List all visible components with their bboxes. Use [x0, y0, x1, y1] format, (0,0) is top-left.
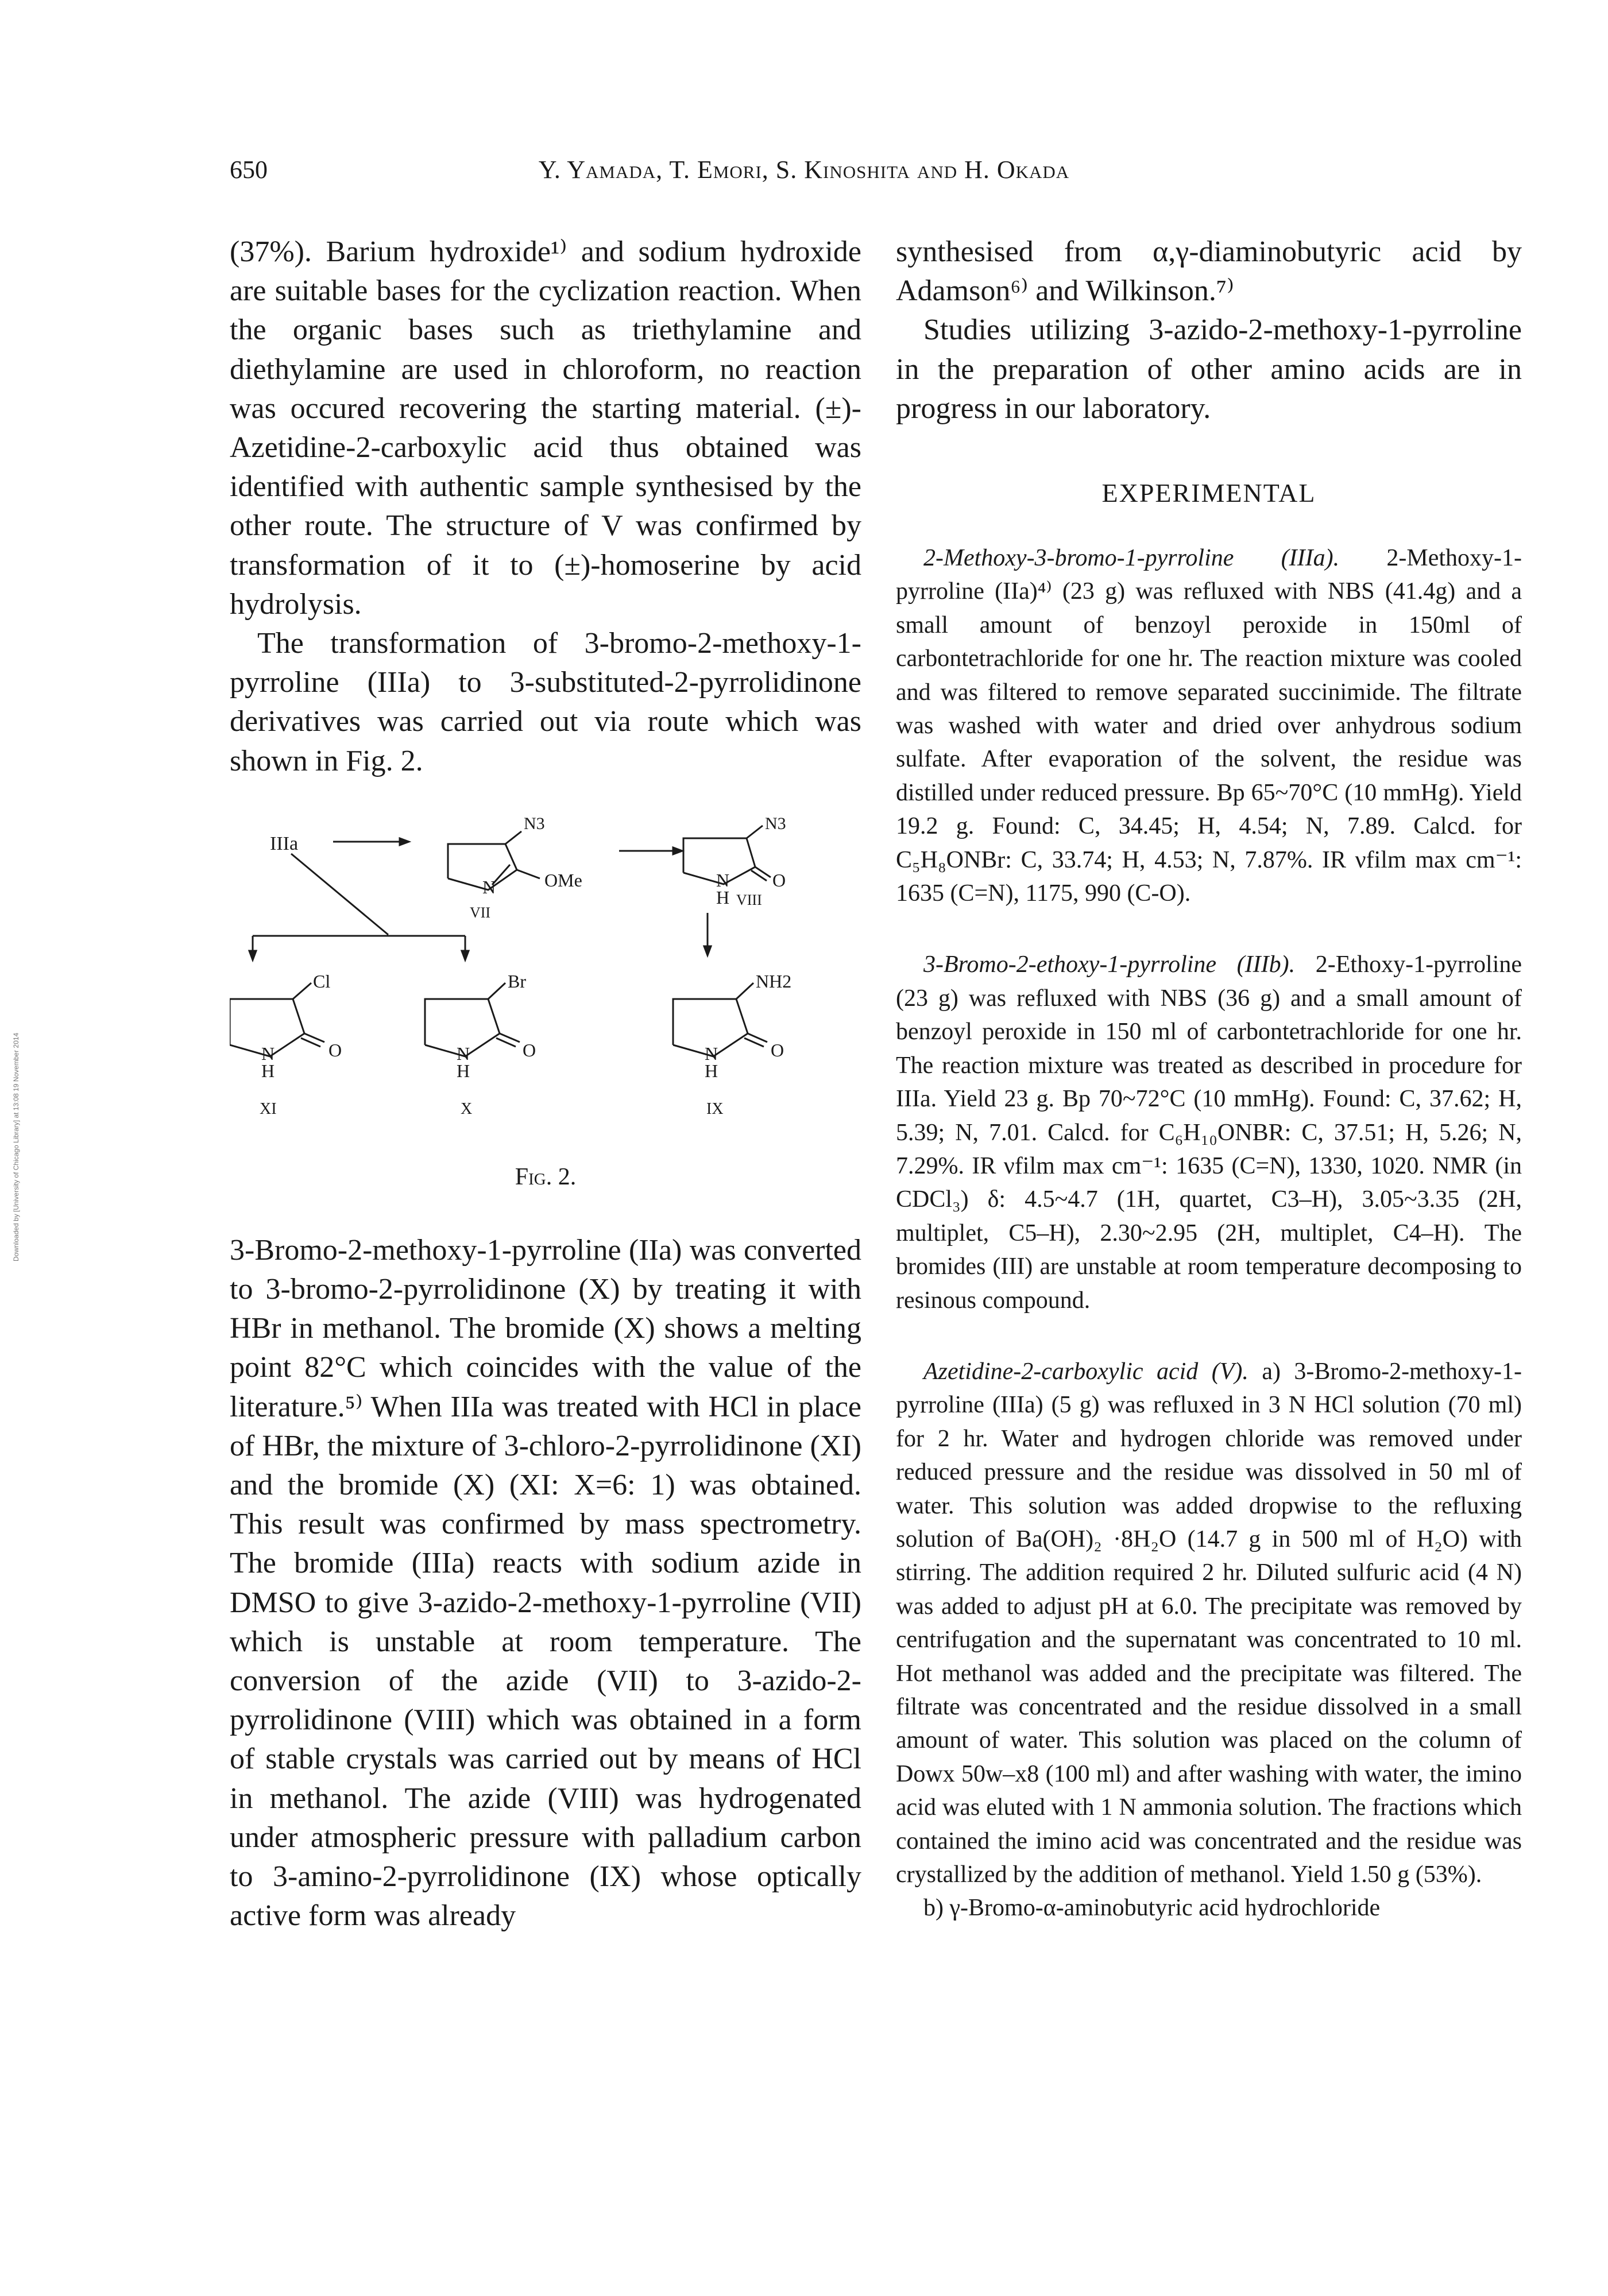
label-ome: OMe: [544, 869, 582, 890]
experimental-3: [896, 1355, 1522, 1892]
label-n3-viii: N3: [765, 815, 786, 833]
figure-2-scheme: [230, 815, 861, 1154]
arrowhead-to-vii: [400, 838, 409, 845]
label-ix: IX: [706, 1099, 724, 1118]
experimental-1: [896, 541, 1522, 910]
label-n-ix: N: [705, 1043, 718, 1064]
compound-ix-ring: [673, 983, 767, 1056]
running-head: Y. Yamada, T. Emori, S. Kinoshita and H. Okada: [538, 156, 1070, 184]
label-n-x: N: [457, 1043, 470, 1064]
experimental-2: [896, 948, 1522, 1317]
page-number: 650: [230, 156, 268, 184]
label-viii: VIII: [736, 891, 762, 908]
download-note: Downloaded by [University of Chicago Library] at 13:08 19 November 2014: [12, 1032, 20, 1261]
label-o-x: O: [523, 1039, 536, 1060]
right-paragraph-2: Studies utilizing 3-azido-2-methoxy-1-pyrroline in the preparation of other amino acids are in progress in our laboratory.: [896, 313, 1522, 425]
label-h-xi: H: [261, 1060, 275, 1081]
compound-xi-ring: [230, 983, 324, 1056]
arrowhead-to-xi: [249, 951, 256, 960]
section-title-experimental: EXPERIMENTAL: [1101, 478, 1316, 508]
left-paragraph-1: (37%). Barium hydroxide¹⁾ and sodium hydroxide are suitable bases for the cyclization reaction. When the organic bases such as triethylamine and diethylamine are used in chloroform, no reaction was occured recovering the starting material. (±)-Azetidine-2-carboxylic acid thus obtained was identified with authentic sample synthesised by the other route. The structure of V was confirmed by transformation of it to (±)-homoserine by acid hydrolysis.: [230, 235, 861, 621]
download-watermark: [5, 1010, 28, 1275]
compound-x-ring: [425, 983, 520, 1056]
label-h-ix: H: [705, 1060, 718, 1081]
label-o-xi: O: [328, 1039, 342, 1060]
label-br: Br: [508, 970, 526, 992]
label-x: X: [461, 1099, 473, 1118]
label-iiia: IIIa: [270, 833, 299, 854]
label-h-viii: H: [716, 886, 730, 908]
right-column: [896, 233, 1522, 1925]
label-h-x: H: [457, 1060, 470, 1081]
page-header: [230, 155, 1378, 189]
experimental-2-title: 3-Bromo-2-ethoxy-1-pyrroline (IIIb).: [923, 951, 1296, 978]
label-xi: XI: [260, 1099, 277, 1118]
label-n-viii: N: [716, 869, 730, 890]
left-paragraph-2: The transformation of 3-bromo-2-methoxy-1-pyrroline (IIIa) to 3-substituted-2-pyrrolidinone derivatives was carried out via route which was shown in Fig. 2.: [230, 627, 861, 777]
experimental-3-title: Azetidine-2-carboxylic acid (V).: [923, 1358, 1248, 1385]
arrowhead-to-ix: [704, 946, 711, 955]
label-nh2: NH2: [756, 970, 792, 992]
experimental-3b: b) γ-Bromo-α-aminobutyric acid hydrochloride: [923, 1895, 1381, 1922]
right-paragraph-1: synthesised from α,γ-diaminobutyric acid by Adamson⁶⁾ and Wilkinson.⁷⁾: [896, 235, 1522, 308]
label-o-viii: O: [772, 869, 786, 890]
label-n3-vii: N3: [524, 815, 545, 833]
label-n-vii: N: [482, 876, 496, 897]
label-vii: VII: [470, 904, 491, 921]
figure-caption: Fig. 2.: [515, 1163, 577, 1190]
experimental-1-body: 2-Methoxy-1-pyrroline (IIa)⁴⁾ (23 g) was refluxed with NBS (41.4g) and a small amount of benzoyl peroxide in 150ml of carbontetrachloride for one hr. The reaction mixture was cooled and was filtered to remove separated succinimide. The filtrate was washed with water and dried over anhydrous sodium sulfate. After evaporation of the solvent, the residue was distilled under reduced pressure. Bp 65~70°C (10 mmHg). Yield 19.2 g. Found: C, 34.45; H, 4.54; N, 7.89. Calcd. for C₅H₈ONBr: C, 33.74; H, 4.53; N, 7.87%. IR νfilm max cm⁻¹: 1635 (C=N), 1175, 990 (C-O).: [896, 545, 1522, 907]
arrowhead-to-x: [462, 951, 469, 960]
diagonal-line: [291, 854, 388, 935]
reaction-scheme: [230, 815, 861, 1154]
arrowhead-to-viii: [673, 847, 682, 854]
label-o-ix: O: [771, 1039, 784, 1060]
experimental-2-body: 2-Ethoxy-1-pyrroline (23 g) was refluxed with NBS (36 g) and a small amount of benzoyl peroxide in 150 ml of carbontetrachloride for one hr. The reaction mixture was treated as described in procedure for IIIa. Yield 23 g. Bp 70~72°C (10 mmHg). Found: C, 37.62; H, 5.39; N, 7.01. Calcd. for C₆H₁₀ONBR: C, 37.51; H, 5.26; N, 7.29%. IR νfilm max cm⁻¹: 1635 (C=N), 1330, 1020. NMR (in CDCl₃) δ: 4.5~4.7 (1H, quartet, C3–H), 3.05~3.35 (2H, multiplet, C5–H), 2.30~2.95 (2H, multiplet, C4–H). The bromides (III) are unstable at room temperature decomposing to resinous compound.: [896, 951, 1522, 1314]
label-n-xi: N: [261, 1043, 275, 1064]
label-cl: Cl: [313, 970, 331, 992]
left-column: [230, 233, 861, 1936]
experimental-1-title: 2-Methoxy-3-bromo-1-pyrroline (IIIa).: [923, 545, 1340, 572]
experimental-3-body: a) 3-Bromo-2-methoxy-1-pyrroline (IIIa) (5 g) was refluxed in 3 N HCl solution (70 ml) for 2 hr. Water and hydrogen chloride was removed under reduced pressure and the residue was dissolved in 50 ml of water. This solution was added dropwise to the refluxing solution of Ba(OH)₂ ·8H₂O (14.7 g in 500 ml of H₂O) with stirring. The addition required 2 hr. Diluted sulfuric acid (4 N) was added to adjust pH at 6.0. The precipitate was removed by centrifugation and the supernatant was concentrated to 10 ml. Hot methanol was added and the precipitate was filtered. The filtrate was concentrated and the residue dissolved in a small amount of water. This solution was placed on the column of Dowx 50w–x8 (100 ml) and after washing with water, the imino acid was eluted with 1 N ammonia solution. The fractions which contained the imino acid was concentrated and the residue was crystallized by the addition of methanol. Yield 1.50 g (53%).: [896, 1358, 1522, 1888]
left-paragraph-3: 3-Bromo-2-methoxy-1-pyrroline (IIa) was converted to 3-bromo-2-pyrrolidinone (X) by treating it with HBr in methanol. The bromide (X) shows a melting point 82°C which coincides with the value of the literature.⁵⁾ When IIIa was treated with HCl in place of HBr, the mixture of 3-chloro-2-pyrrolidinone (XI) and the bromide (X) (XI: X=6: 1) was obtained. This result was confirmed by mass spectrometry. The bromide (IIIa) reacts with sodium azide in DMSO to give 3-azido-2-methoxy-1-pyrroline (VII) which is unstable at room temperature. The conversion of the azide (VII) to 3-azido-2-pyrrolidinone (VIII) which was obtained in a form of stable crystals was carried out by means of HCl in methanol. The azide (VIII) was hydrogenated under atmospheric pressure with palladium carbon to 3-amino-2-pyrrolidinone (IX) whose optically active form was already: [230, 1233, 861, 1933]
